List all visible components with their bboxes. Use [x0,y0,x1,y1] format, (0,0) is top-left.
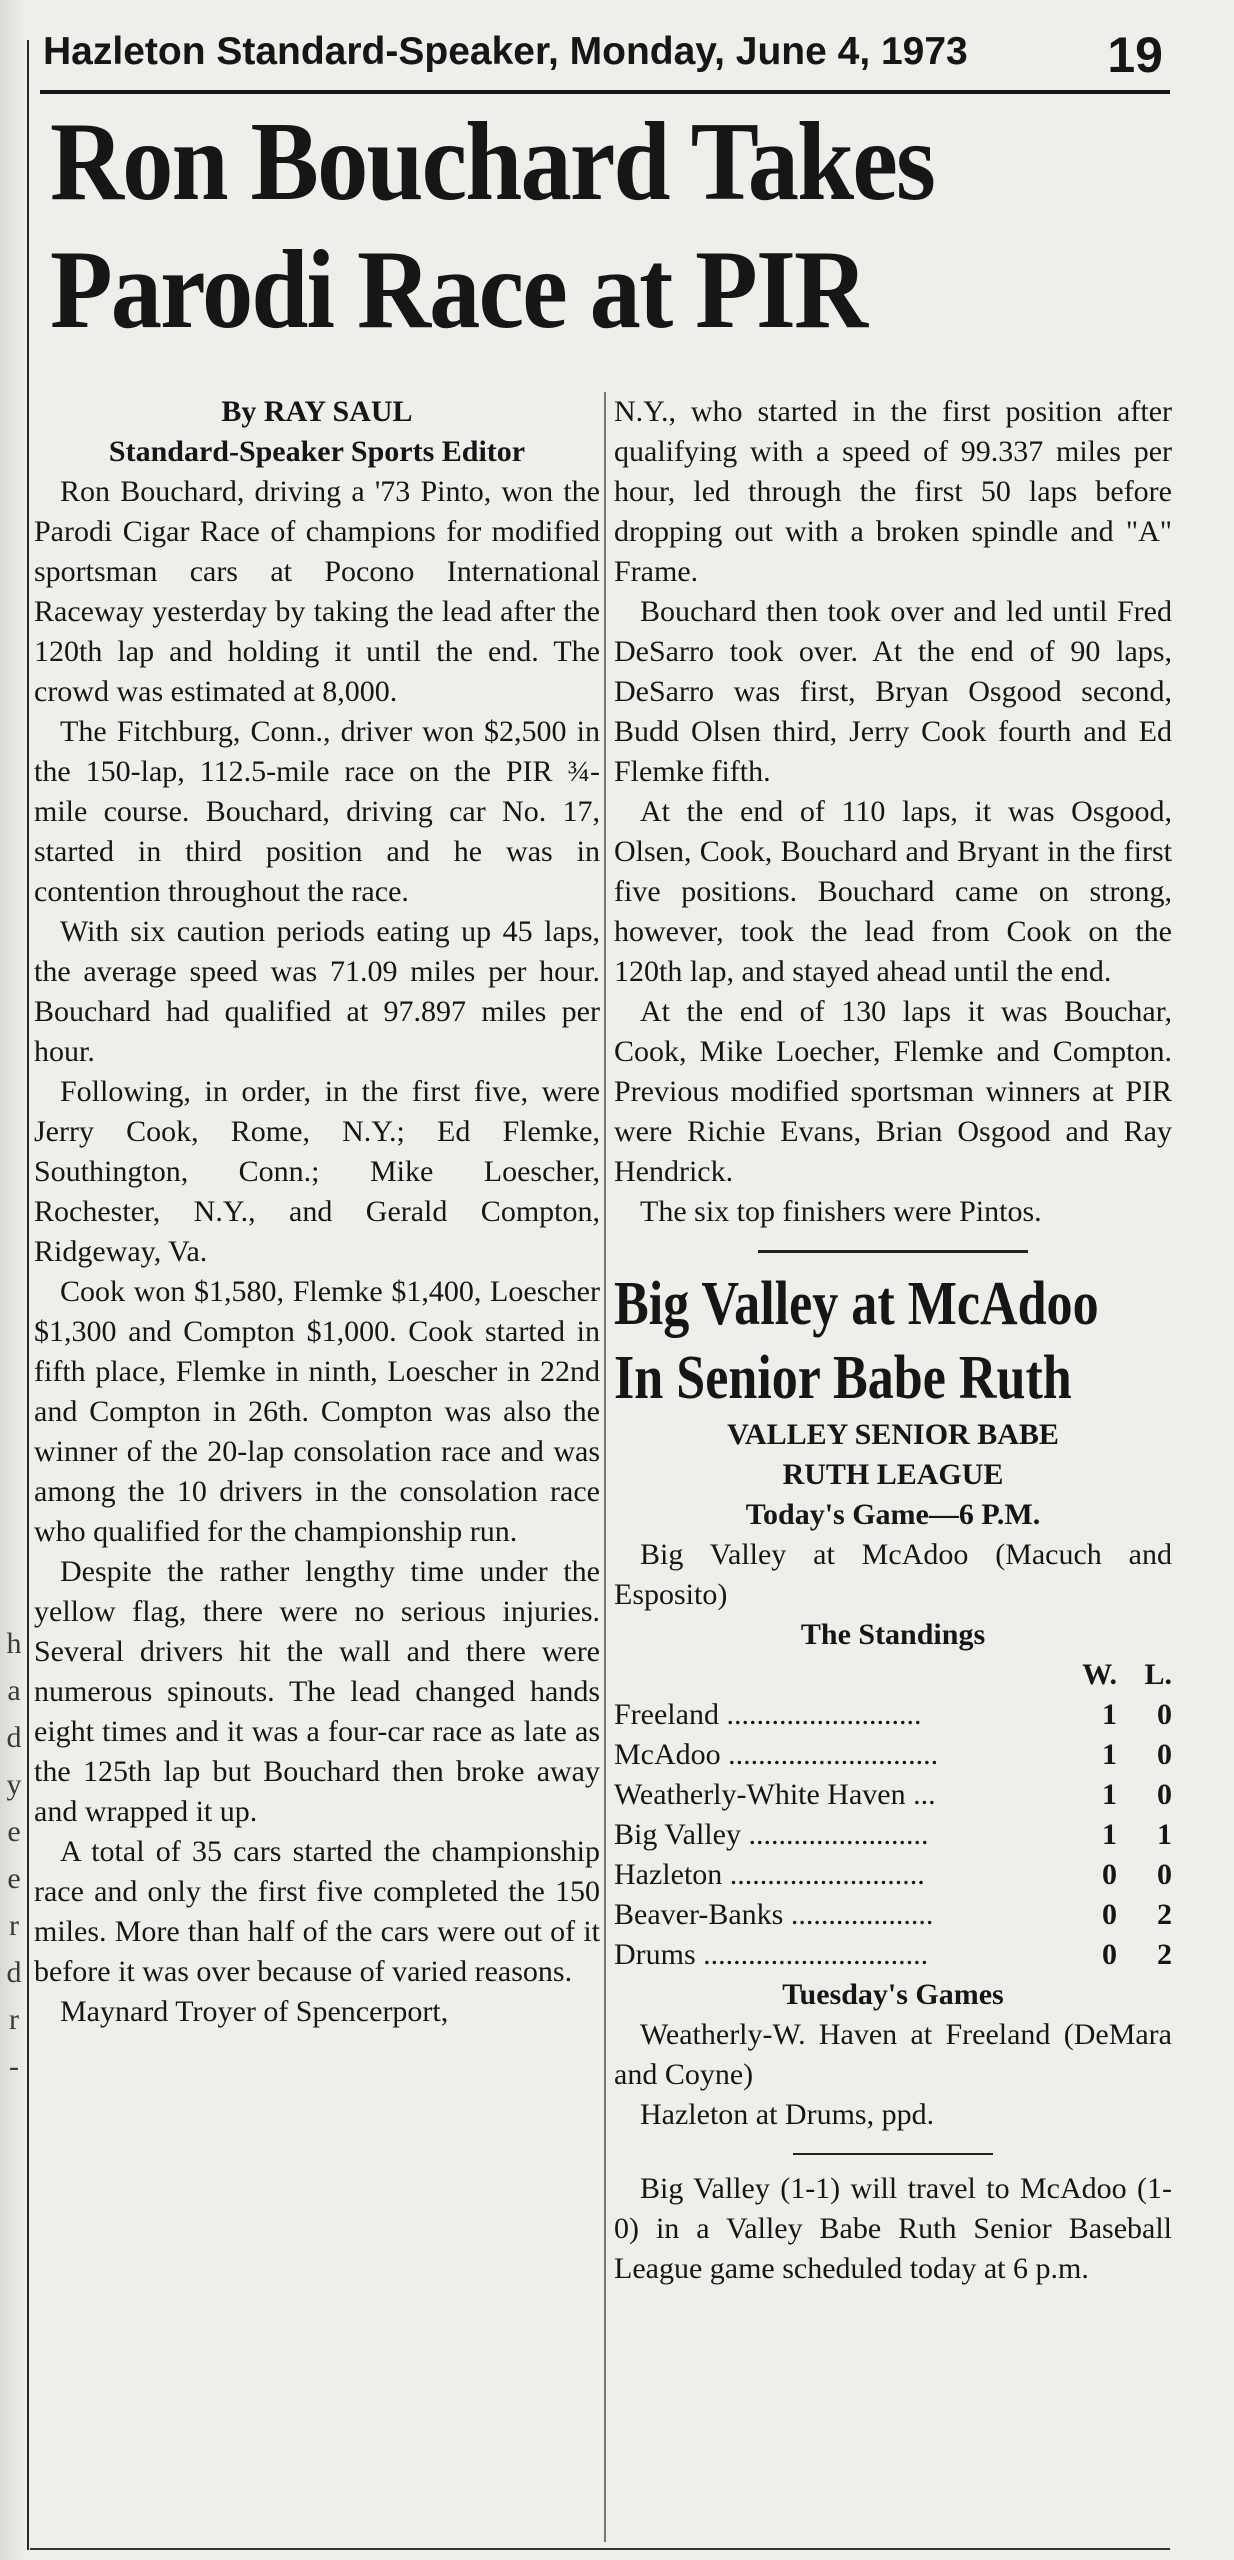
todays-game-label: Today's Game—6 P.M. [745,1498,1041,1531]
tuesday-game: Hazleton at Drums, ppd. [640,2098,935,2131]
team-name: Drums .............................. [614,1938,929,1971]
fragment-char: h [6,1627,22,1660]
table-row [614,1935,1172,1975]
header-rule [40,90,1170,94]
wins: 1 [1102,1818,1117,1851]
team-name: Big Valley ........................ [614,1818,929,1851]
wins: 0 [1102,1858,1117,1891]
wins: 0 [1102,1938,1117,1971]
team-name: McAdoo ............................ [614,1738,939,1771]
losses: 0 [1157,1778,1172,1811]
page-header [33,26,1163,82]
losses: 0 [1157,1738,1172,1771]
league-name-1: VALLEY SENIOR BABE [727,1418,1059,1451]
fragment-char: e [7,1862,21,1895]
wins-header: W. [1082,1658,1117,1691]
closing-paragraph: Big Valley (1-1) will travel to McAdoo (1-0) in a Valley Babe Ruth Senior Baseball League game scheduled today at 6 p.m. [614,2172,1172,2285]
headline-line-1: Ron Bouchard Takes [50,100,935,224]
todays-game: Big Valley at McAdoo (Macuch and Esposito) [614,1538,1172,1611]
wins: 1 [1102,1778,1117,1811]
fragment-char: d [6,1956,22,1989]
adjacent-column-fragment [4,1620,24,2090]
column-rule-left [27,40,29,2550]
standings-title: The Standings [800,1618,986,1651]
team-name: Beaver-Banks ................... [614,1898,934,1931]
table-row [614,1695,1172,1735]
team-name: Weatherly-White Haven ... [614,1778,936,1811]
team-name: Hazleton .......................... [614,1858,925,1891]
losses: 0 [1157,1698,1172,1731]
league-name-2: RUTH LEAGUE [782,1458,1004,1491]
section-divider [793,2153,993,2155]
article-paragraph: Bouchard then took over and led until Fred DeSarro took over. At the end of 90 laps, DeSarro was first, Bryan Osgood second, Budd Olsen third, Jerry Cook fourth and Ed Flemke fifth. [614,595,1172,788]
table-row [614,1735,1172,1775]
article-paragraph: With six caution periods eating up 45 laps, the average speed was 71.09 miles per hour. Bouchard had qualified at 97.897 miles per hour. [34,915,600,1068]
sidebar-headline-line-2: In Senior Babe Ruth [614,1344,1072,1412]
footer-rule [30,2548,1170,2550]
fragment-char: r [9,1909,19,1942]
standings-header-row [614,1655,1172,1695]
losses: 2 [1157,1938,1172,1971]
wins: 0 [1102,1898,1117,1931]
table-row [614,1815,1172,1855]
fragment-char: d [6,1721,22,1754]
article-paragraph: Following, in order, in the first five, were Jerry Cook, Rome, N.Y.; Ed Flemke, Southington, Conn.; Mike Loescher, Rochester, N.Y., and Gerald Compton, Ridgeway, Va. [34,1075,600,1268]
article-paragraph: Ron Bouchard, driving a '73 Pinto, won the Parodi Cigar Race of champions for modified sportsman cars at Pocono International Raceway yesterday by taking the lead after the 120th lap and holding it until the end. The crowd was estimated at 8,000. [34,475,600,708]
sidebar-headline-line-1: Big Valley at McAdoo [614,1270,1099,1338]
table-row [614,1855,1172,1895]
losses-header: L. [1144,1658,1172,1691]
article-paragraph: At the end of 130 laps it was Bouchar, Cook, Mike Loecher, Flemke and Compton. Previous modified sportsman winners at PIR were Richie Evans, Brian Osgood and Ray Hendrick. [614,995,1172,1188]
team-header [614,1655,1062,1695]
wins: 1 [1102,1698,1117,1731]
article-paragraph: Despite the rather lengthy time under the yellow flag, there were no serious injuries. Several drivers hit the wall and there were numerous spinouts. The lead changed hands eight times and it was a four-car race as late as the 125th lap but Bouchard then broke away and wrapped it up. [34,1555,600,1828]
column-divider [604,392,606,2542]
article-paragraph: The Fitchburg, Conn., driver won $2,500 in the 150-lap, 112.5-mile race on the PIR ¾-mile course. Bouchard, driving car No. 17, started in third position and he was in contention throughout the race. [34,715,600,908]
fragment-char: - [9,2050,19,2083]
byline-title: Standard-Speaker Sports Editor [108,435,526,468]
table-row [614,1775,1172,1815]
losses: 1 [1157,1818,1172,1851]
masthead: Hazleton Standard-Speaker, Monday, June 4, 1973 [43,30,968,73]
article-paragraph: N.Y., who started in the first position after qualifying with a speed of 99.337 miles per hour, led through the first 50 laps before dropping out with a broken spindle and "A" Frame. [614,395,1172,588]
article-paragraph: Maynard Troyer of Spencerport, [60,1995,449,2028]
page-edge [0,0,26,2560]
standings-table [614,1655,1172,1975]
fragment-char: r [9,2003,19,2036]
article-paragraph: A total of 35 cars started the championship race and only the first five completed the 150 miles. More than half of the cars were out of it before it was over because of varied reasons. [34,1835,600,1988]
headline-line-2: Parodi Race at PIR [50,228,867,352]
article-paragraph: At the end of 110 laps, it was Osgood, Olsen, Cook, Bouchard and Bryant in the first five positions. Bouchard came on strong, however, took the lead from Cook on the 120th lap, and stayed ahead until the end. [614,795,1172,988]
article-column-right [614,392,1172,2289]
table-row [614,1895,1172,1935]
tuesday-label: Tuesday's Games [782,1978,1004,2011]
article-column-left [34,392,600,2032]
losses: 2 [1157,1898,1172,1931]
losses: 0 [1157,1858,1172,1891]
fragment-char: e [7,1815,21,1848]
fragment-char: a [7,1674,21,1707]
page-number: 19 [1107,27,1163,83]
section-divider [758,1250,1028,1253]
fragment-char: y [6,1768,22,1801]
wins: 1 [1102,1738,1117,1771]
article-paragraph: The six top finishers were Pintos. [640,1195,1042,1228]
article-paragraph: Cook won $1,580, Flemke $1,400, Loescher $1,300 and Compton $1,000. Cook started in fifth place, Flemke in ninth, Loescher in 22nd and Compton in 26th. Compton was also the winner of the 20-lap consolation race and was among the 10 drivers in the consolation race who qualified for the championship run. [34,1275,600,1548]
byline: By RAY SAUL [221,395,413,428]
team-name: Freeland .......................... [614,1698,922,1731]
tuesday-game: Weatherly-W. Haven at Freeland (DeMara and Coyne) [614,2018,1172,2091]
main-headline [50,98,1075,354]
